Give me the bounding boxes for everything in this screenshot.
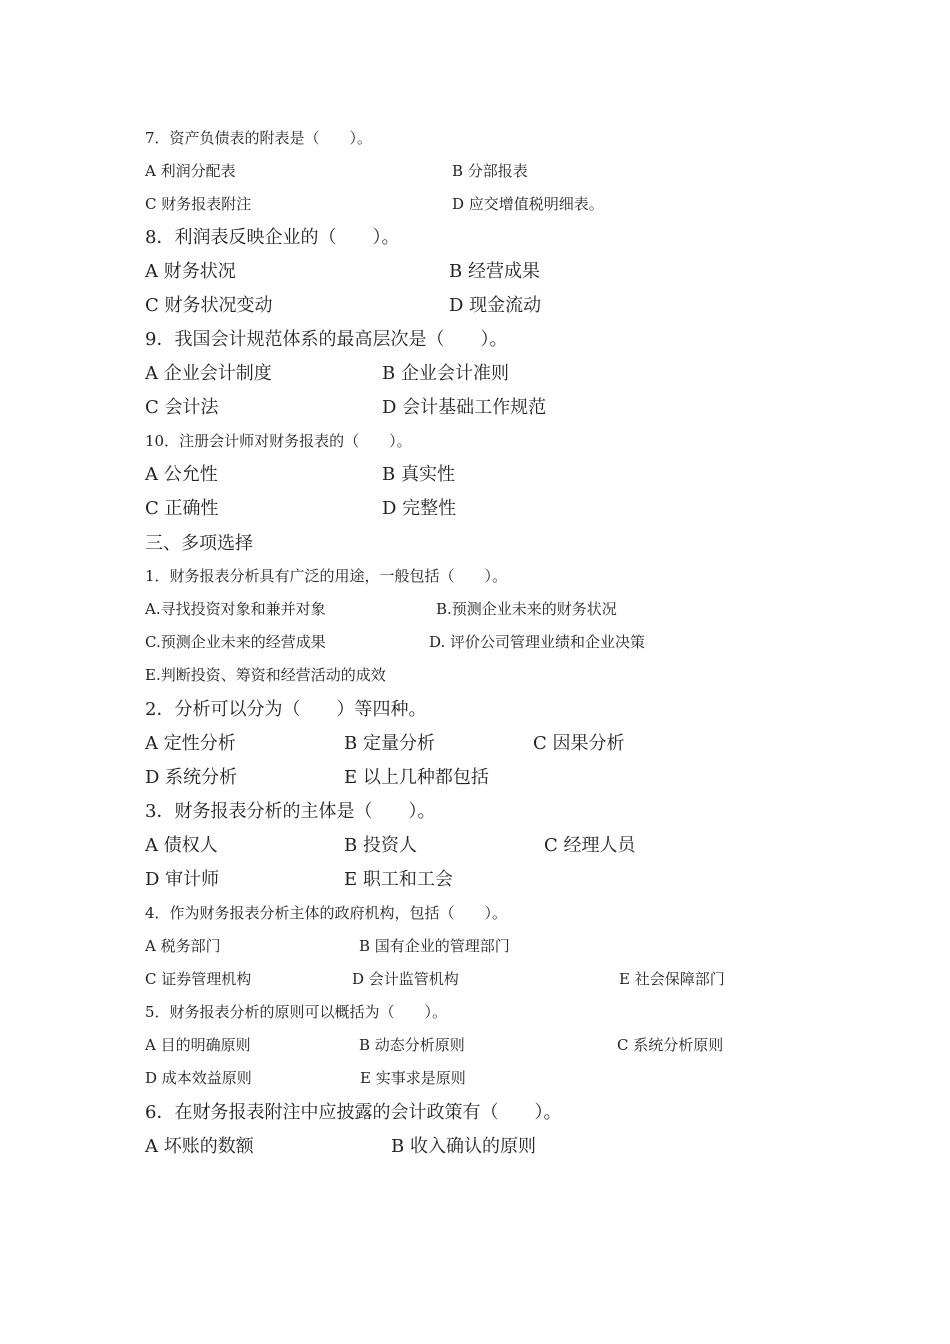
line-22 [0,866,950,900]
option-e: E 职工和工会 [344,869,453,890]
line-9 [0,428,950,462]
option-b: B 国有企业的管理部门 [359,937,510,955]
option-b: B 经营成果 [449,261,540,282]
question-text: 9．我国会计规范体系的最高层次是（ ）。 [145,329,508,350]
option-a: A 坏账的数额 [145,1136,254,1157]
line-5 [0,292,950,326]
line-17 [0,696,950,730]
option-a: A 公允性 [145,464,218,485]
option-d: D 会计监管机构 [352,970,459,988]
option-b: B.预测企业未来的财务状况 [436,600,617,618]
question-text: 3．财务报表分析的主体是（ ）。 [145,801,436,822]
line-11 [0,495,950,529]
option-c: C.预测企业未来的经营成果 [145,633,326,651]
option-c: C 财务报表附注 [145,195,252,213]
option-b: B 真实性 [382,464,455,485]
option-a: A 利润分配表 [145,162,236,180]
option-d: D 系统分析 [145,767,238,788]
line-14 [0,597,950,631]
line-18 [0,730,950,764]
line-21 [0,832,950,866]
line-8 [0,394,950,428]
option-d: D 现金流动 [449,295,542,316]
line-25 [0,967,950,1001]
line-2 [0,191,950,225]
line-16 [0,663,950,697]
option-b: B 定量分析 [344,733,435,754]
option-c: C 正确性 [145,498,219,519]
question-text: 2．分析可以分为（ ）等四种。 [145,699,427,720]
line-27 [0,1033,950,1067]
option-d: D 成本效益原则 [145,1069,252,1087]
option-e: E 社会保障部门 [619,970,725,988]
option-a: A 目的明确原则 [145,1036,251,1054]
option-b: B 收入确认的原则 [391,1136,536,1157]
line-20 [0,798,950,832]
line-15 [0,630,950,664]
option-b: B 企业会计准则 [382,363,509,384]
question-text: 7．资产负债表的附表是（ ）。 [145,129,373,147]
question-text: 1．财务报表分析具有广泛的用途，一般包括（ ）。 [145,567,508,585]
option-c: C 系统分析原则 [617,1036,724,1054]
line-10 [0,461,950,495]
option-a: A.寻找投资对象和兼并对象 [145,600,326,618]
option-a: A 税务部门 [145,937,221,955]
line-24 [0,934,950,968]
question-text: 10．注册会计师对财务报表的（ ）。 [145,432,412,450]
option-c: C 财务状况变动 [145,295,273,316]
line-0 [0,125,950,159]
question-text: 4．作为财务报表分析主体的政府机构，包括（ ）。 [145,904,508,922]
line-30 [0,1133,950,1167]
option-c: C 会计法 [145,397,219,418]
line-12 [0,530,950,564]
option-d: D 完整性 [382,498,457,519]
option-a: A 定性分析 [145,733,236,754]
option-e: E.判断投资、筹资和经营活动的成效 [145,666,386,684]
line-23 [0,901,950,935]
option-b: B 分部报表 [452,162,528,180]
line-3 [0,224,950,258]
section-heading: 三、多项选择 [145,533,253,554]
line-28 [0,1066,950,1100]
question-text: 5．财务报表分析的原则可以概括为（ ）。 [145,1003,448,1021]
option-c: C 证券管理机构 [145,970,252,988]
option-e: E 以上几种都包括 [344,767,489,788]
option-b: B 投资人 [344,835,417,856]
question-text: 6．在财务报表附注中应披露的会计政策有（ ）。 [145,1102,562,1123]
line-26 [0,1000,950,1034]
option-d: D 会计基础工作规范 [382,397,547,418]
option-a: A 财务状况 [145,261,236,282]
option-e: E 实事求是原则 [360,1069,466,1087]
line-1 [0,158,950,192]
line-4 [0,258,950,292]
option-d: D 审计师 [145,869,220,890]
option-d: D 应交增值税明细表。 [452,195,604,213]
question-text: 8．利润表反映企业的（ ）。 [145,227,400,248]
option-a: A 企业会计制度 [145,363,272,384]
line-13 [0,564,950,598]
option-c: C 经理人员 [544,835,636,856]
option-a: A 债权人 [145,835,218,856]
line-6 [0,326,950,360]
option-c: C 因果分析 [533,733,625,754]
line-29 [0,1099,950,1133]
line-7 [0,360,950,394]
line-19 [0,764,950,798]
option-d: D. 评价公司管理业绩和企业决策 [429,633,646,651]
option-b: B 动态分析原则 [359,1036,465,1054]
